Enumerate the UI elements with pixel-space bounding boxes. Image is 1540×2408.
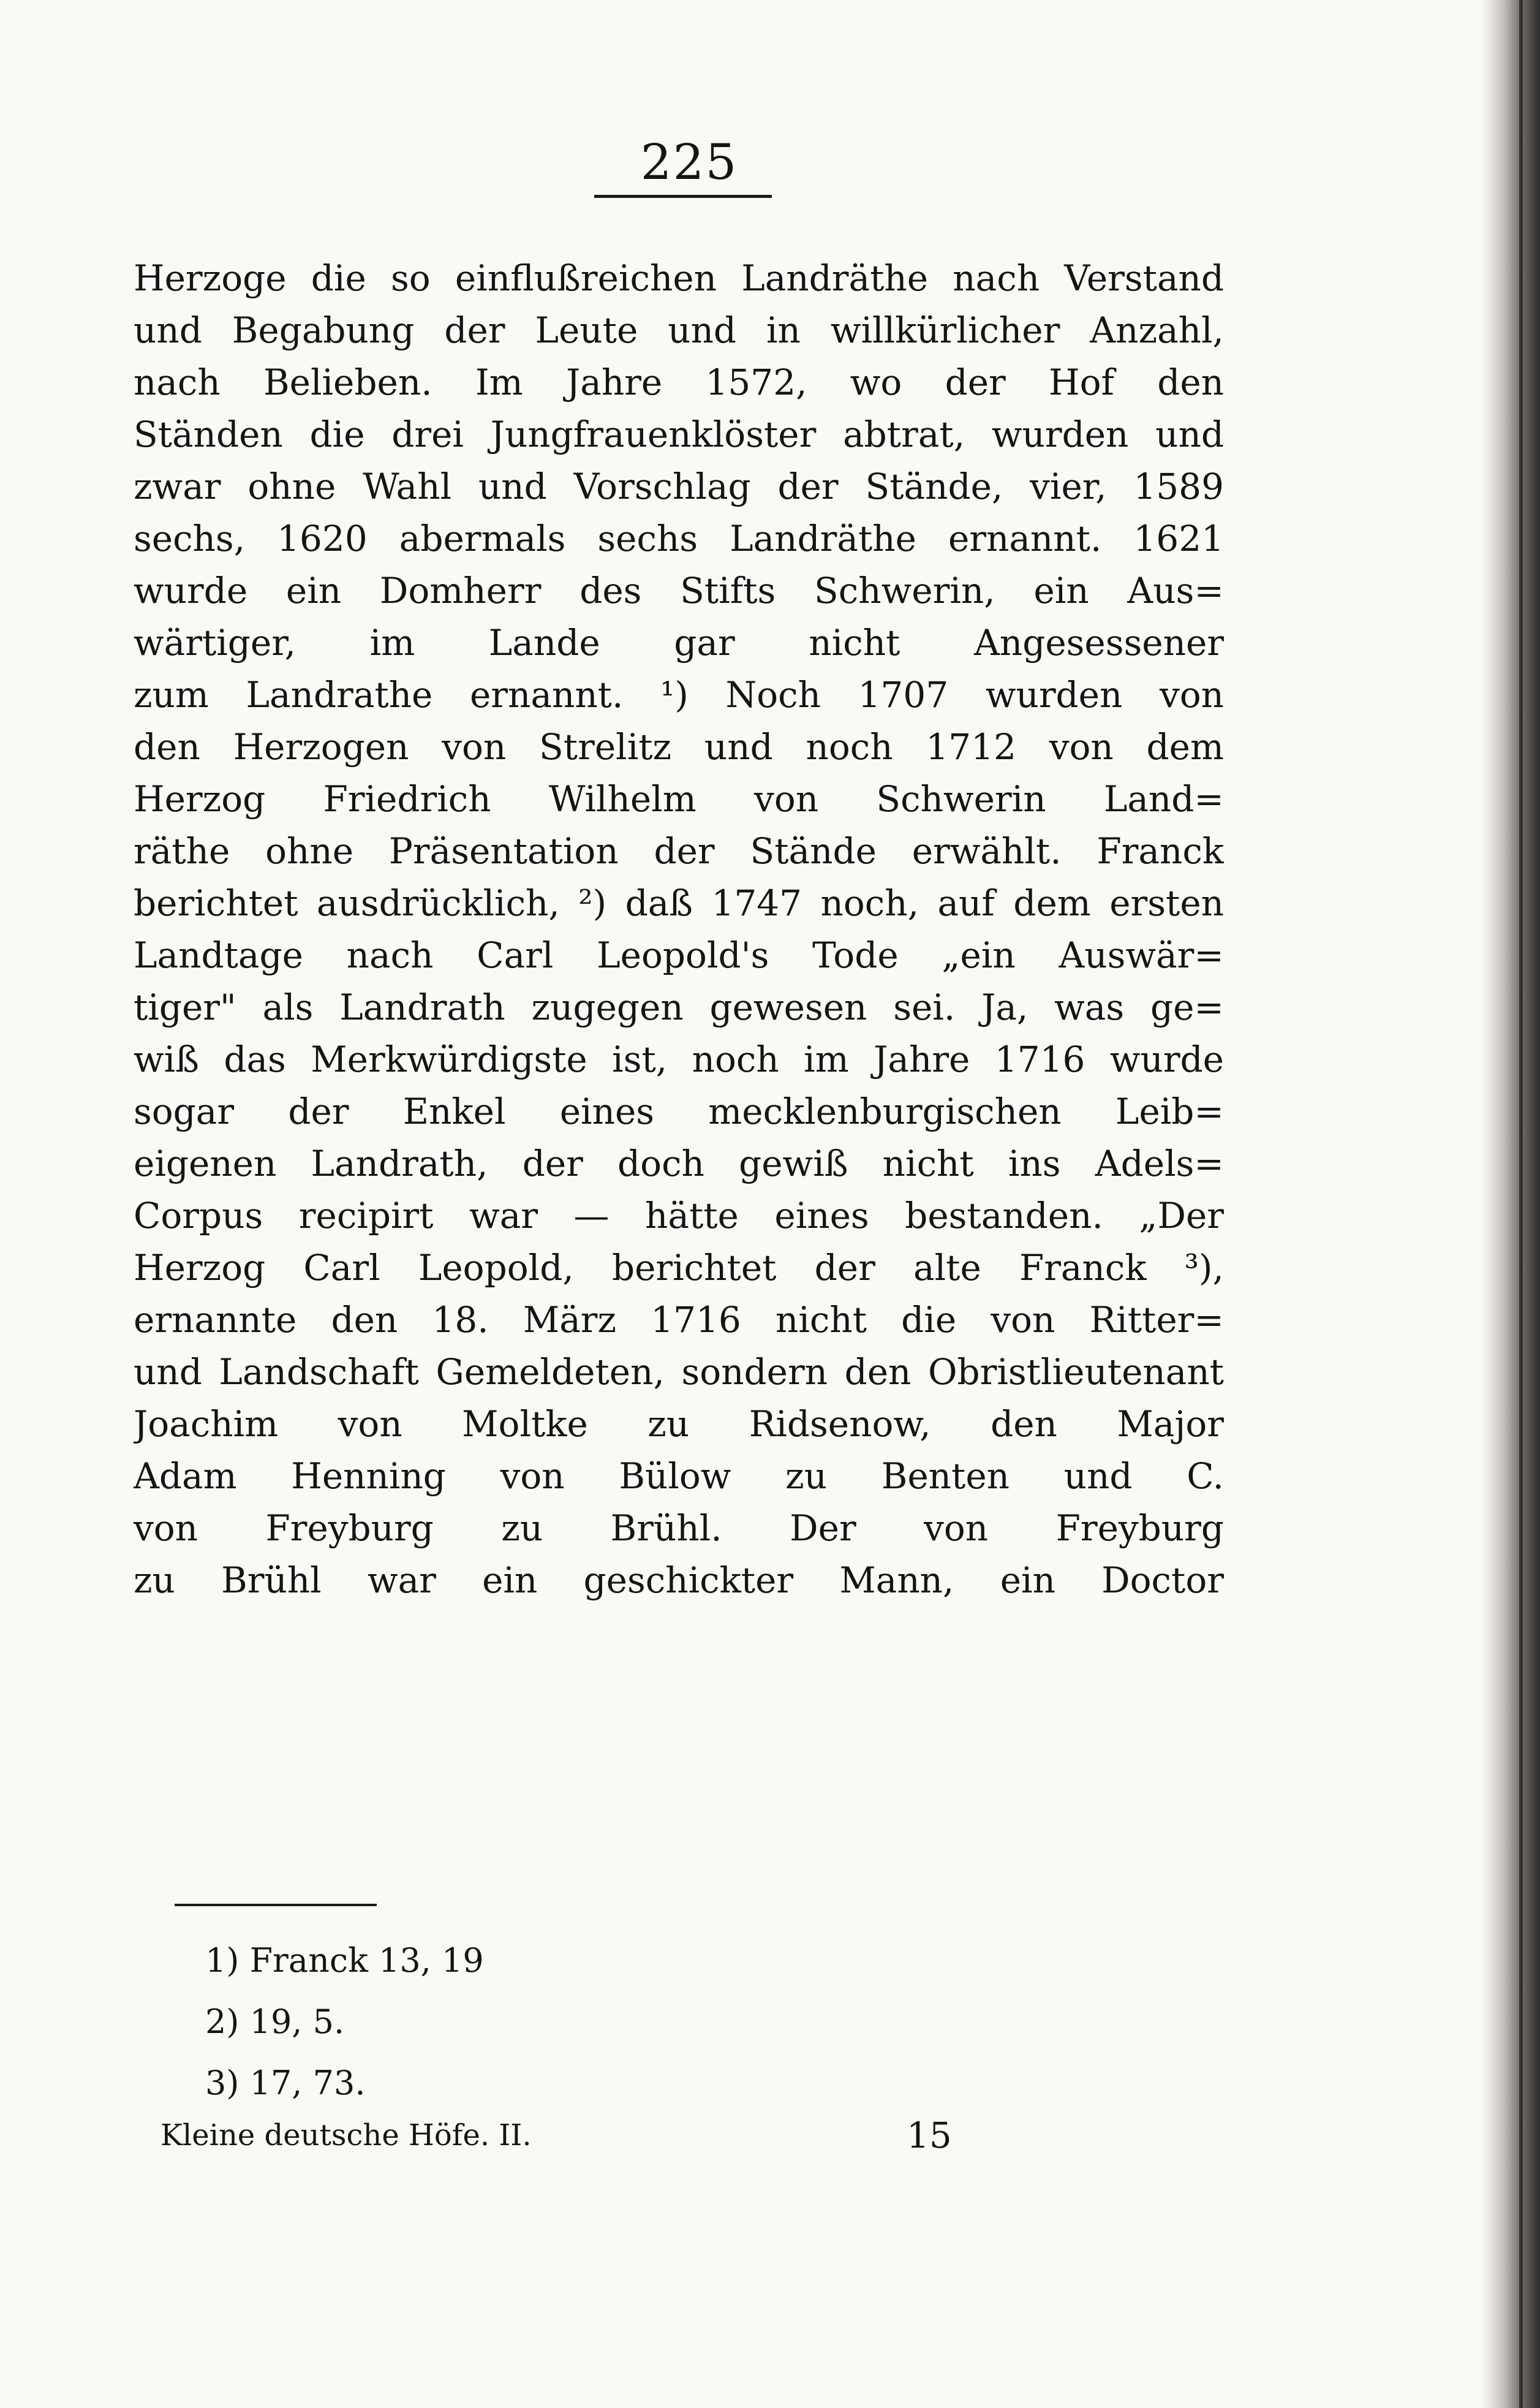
text-line: wiß das Merkwürdigste ist, noch im Jahre 1716 wurde (134, 1039, 1224, 1080)
footnote-1: 1) Franck 13, 19 (205, 1941, 484, 1980)
text-line: ernannte den 18. März 1716 nicht die von Ritter= (134, 1299, 1224, 1341)
body-text (134, 252, 1224, 1907)
book-binding-edge (1482, 0, 1540, 2408)
text-line: zwar ohne Wahl und Vorschlag der Stände, vier, 1589 (134, 466, 1224, 507)
page-number: 225 (640, 134, 738, 191)
footnote-3: 3) 17, 73. (205, 2064, 366, 2102)
text-line: Corpus recipirt war — hätte eines bestanden. „Der (134, 1195, 1224, 1236)
binding-shadow-line (1519, 0, 1523, 2408)
footnote-rule (175, 1904, 377, 1906)
text-line: zum Landrathe ernannt. ¹) Noch 1707 wurden von (134, 674, 1224, 716)
text-line: Herzoge die so einflußreichen Landräthe nach Verstand (134, 257, 1224, 299)
text-line: nach Belieben. Im Jahre 1572, wo der Hof den (134, 362, 1224, 403)
sheet-number: 15 (907, 2115, 952, 2156)
text-line: Herzog Carl Leopold, berichtet der alte Franck ³), (134, 1247, 1224, 1289)
text-line: eigenen Landrath, der doch gewiß nicht ins Adels= (134, 1143, 1224, 1184)
text-line: räthe ohne Präsentation der Stände erwählt. Franck (134, 830, 1224, 872)
text-line: zu Brühl war ein geschickter Mann, ein Doctor (134, 1559, 1224, 1601)
text-line: berichtet ausdrücklich, ²) daß 1747 noch, auf dem ersten (134, 882, 1224, 924)
text-line: Landtage nach Carl Leopold's Tode „ein Auswär= (134, 934, 1224, 976)
text-line: Herzog Friedrich Wilhelm von Schwerin Land= (134, 778, 1224, 820)
text-line: Adam Henning von Bülow zu Benten und C. (134, 1455, 1224, 1497)
signature-line: Kleine deutsche Höfe. II. (160, 2118, 532, 2152)
text-line: tiger" als Landrath zugegen gewesen sei. Ja, was ge= (134, 986, 1224, 1028)
text-line: Ständen die drei Jungfrauenklöster abtrat, wurden und (134, 414, 1224, 455)
text-line: sogar der Enkel eines mecklenburgischen Leib= (134, 1091, 1224, 1132)
text-line: wurde ein Domherr des Stifts Schwerin, ein Aus= (134, 570, 1224, 611)
text-line: von Freyburg zu Brühl. Der von Freyburg (134, 1507, 1224, 1549)
text-line: und Landschaft Gemeldeten, sondern den Obristlieutenant (134, 1351, 1224, 1393)
footnote-2: 2) 19, 5. (205, 2002, 345, 2041)
footnotes (205, 1930, 757, 2114)
text-line: sechs, 1620 abermals sechs Landräthe ernannt. 1621 (134, 518, 1224, 559)
text-line: den Herzogen von Strelitz und noch 1712 von dem (134, 726, 1224, 768)
text-line: wärtiger, im Lande gar nicht Angesessener (134, 622, 1224, 664)
text-line: Joachim von Moltke zu Ridsenow, den Major (134, 1403, 1224, 1445)
header-rule (594, 195, 772, 198)
text-line: und Begabung der Leute und in willkürlicher Anzahl, (134, 309, 1224, 351)
